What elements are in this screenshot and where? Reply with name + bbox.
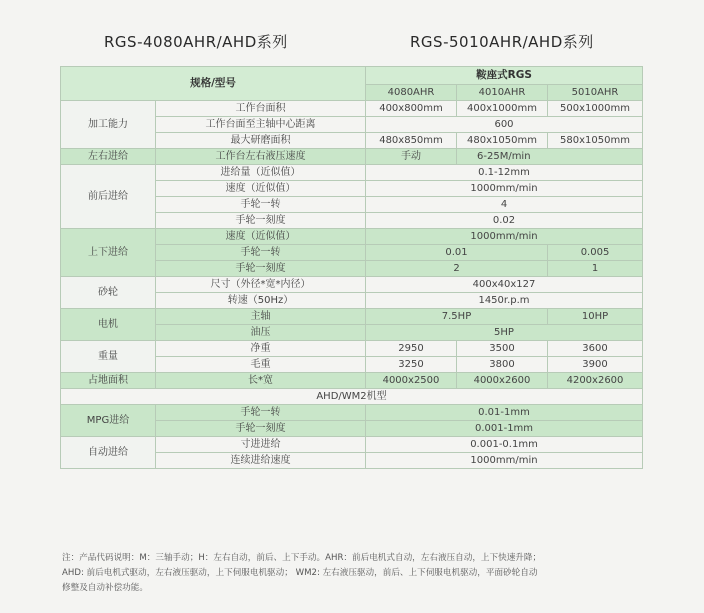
value-cell: 600 bbox=[366, 117, 643, 133]
item-cell: 转速（50Hz） bbox=[156, 293, 366, 309]
footnote bbox=[62, 551, 662, 596]
value-cell: 1000mm/min bbox=[366, 181, 643, 197]
category-cell: 前后进给 bbox=[61, 165, 156, 229]
value-cell: 0.02 bbox=[366, 213, 643, 229]
spec-model-header: 规格/型号 bbox=[61, 67, 366, 101]
value-cell: 1450r.p.m bbox=[366, 293, 643, 309]
value-cell: 0.001-1mm bbox=[366, 421, 643, 437]
value-cell: 5HP bbox=[366, 325, 643, 341]
value-cell: 3900 bbox=[548, 357, 643, 373]
footnote-line: 注：产品代码说明：M：三轴手动；H：左右自动，前后、上下手动。AHR：前后电机式自动，左右液压自动，上下快速升降； bbox=[62, 553, 542, 563]
item-cell: 工作台面至主轴中心距离 bbox=[156, 117, 366, 133]
value-cell: 3800 bbox=[457, 357, 548, 373]
category-cell: 电机 bbox=[61, 309, 156, 341]
item-cell: 手轮一转 bbox=[156, 197, 366, 213]
left-series-title: RGS-4080AHR/AHD系列 bbox=[104, 33, 288, 51]
category-cell: MPG进给 bbox=[61, 405, 156, 437]
category-cell: 自动进给 bbox=[61, 437, 156, 469]
value-cell: 1000mm/min bbox=[366, 453, 643, 469]
item-cell: 速度（近似值） bbox=[156, 229, 366, 245]
category-cell: 砂轮 bbox=[61, 277, 156, 309]
category-cell: 重量 bbox=[61, 341, 156, 373]
item-cell: 速度（近似值） bbox=[156, 181, 366, 197]
footnote-line: 修整及自动补偿功能。 bbox=[62, 583, 148, 593]
item-cell: 主轴 bbox=[156, 309, 366, 325]
right-series-title: RGS-5010AHR/AHD系列 bbox=[410, 33, 594, 51]
item-cell: 尺寸（外径*宽*内径） bbox=[156, 277, 366, 293]
footnote-line: AHD: 前后电机式驱动，左右液压驱动，上下伺服电机驱动； WM2: 左右液压驱动，前后、上下伺服电机驱动，平面砂轮自动 bbox=[62, 568, 538, 578]
value-cell: 4 bbox=[366, 197, 643, 213]
value-cell: 3600 bbox=[548, 341, 643, 357]
value-cell: 480x850mm bbox=[366, 133, 457, 149]
value-cell: 0.005 bbox=[548, 245, 643, 261]
item-cell: 手轮一转 bbox=[156, 405, 366, 421]
value-cell: 500x1000mm bbox=[548, 101, 643, 117]
value-cell: 7.5HP bbox=[366, 309, 548, 325]
category-cell: 左右进给 bbox=[61, 149, 156, 165]
value-cell: 400x1000mm bbox=[457, 101, 548, 117]
value-cell: 0.001-0.1mm bbox=[366, 437, 643, 453]
item-cell: 油压 bbox=[156, 325, 366, 341]
value-cell: 1000mm/min bbox=[366, 229, 643, 245]
value-cell: 400x800mm bbox=[366, 101, 457, 117]
item-cell: 手轮一刻度 bbox=[156, 213, 366, 229]
item-cell: 进给量（近似值） bbox=[156, 165, 366, 181]
value-cell: 4000x2500 bbox=[366, 373, 457, 389]
value-cell: 400x40x127 bbox=[366, 277, 643, 293]
item-cell: 手轮一刻度 bbox=[156, 421, 366, 437]
value-cell: 手动 bbox=[366, 149, 457, 165]
category-cell: 上下进给 bbox=[61, 229, 156, 277]
category-cell: 占地面积 bbox=[61, 373, 156, 389]
spec-table bbox=[60, 66, 643, 469]
model-header: 5010AHR bbox=[548, 85, 643, 101]
value-cell: 480x1050mm bbox=[457, 133, 548, 149]
item-cell: 净重 bbox=[156, 341, 366, 357]
value-cell: 3500 bbox=[457, 341, 548, 357]
item-cell: 寸进进给 bbox=[156, 437, 366, 453]
value-cell: 3250 bbox=[366, 357, 457, 373]
item-cell: 最大研磨面积 bbox=[156, 133, 366, 149]
section-header: AHD/WM2机型 bbox=[61, 389, 643, 405]
saddle-header: 鞍座式RGS bbox=[366, 67, 643, 85]
value-cell: 0.01-1mm bbox=[366, 405, 643, 421]
value-cell: 4000x2600 bbox=[457, 373, 548, 389]
value-cell: 1 bbox=[548, 261, 643, 277]
item-cell: 工作台面积 bbox=[156, 101, 366, 117]
model-header: 4080AHR bbox=[366, 85, 457, 101]
value-cell: 2950 bbox=[366, 341, 457, 357]
item-cell: 长*宽 bbox=[156, 373, 366, 389]
item-cell: 手轮一转 bbox=[156, 245, 366, 261]
item-cell: 手轮一刻度 bbox=[156, 261, 366, 277]
value-cell: 0.1-12mm bbox=[366, 165, 643, 181]
model-header: 4010AHR bbox=[457, 85, 548, 101]
value-cell: 580x1050mm bbox=[548, 133, 643, 149]
value-cell: 0.01 bbox=[366, 245, 548, 261]
value-cell: 6-25M/min bbox=[457, 149, 643, 165]
value-cell: 4200x2600 bbox=[548, 373, 643, 389]
item-cell: 工作台左右液压速度 bbox=[156, 149, 366, 165]
item-cell: 毛重 bbox=[156, 357, 366, 373]
category-cell: 加工能力 bbox=[61, 101, 156, 149]
item-cell: 连续进给速度 bbox=[156, 453, 366, 469]
value-cell: 2 bbox=[366, 261, 548, 277]
value-cell: 10HP bbox=[548, 309, 643, 325]
